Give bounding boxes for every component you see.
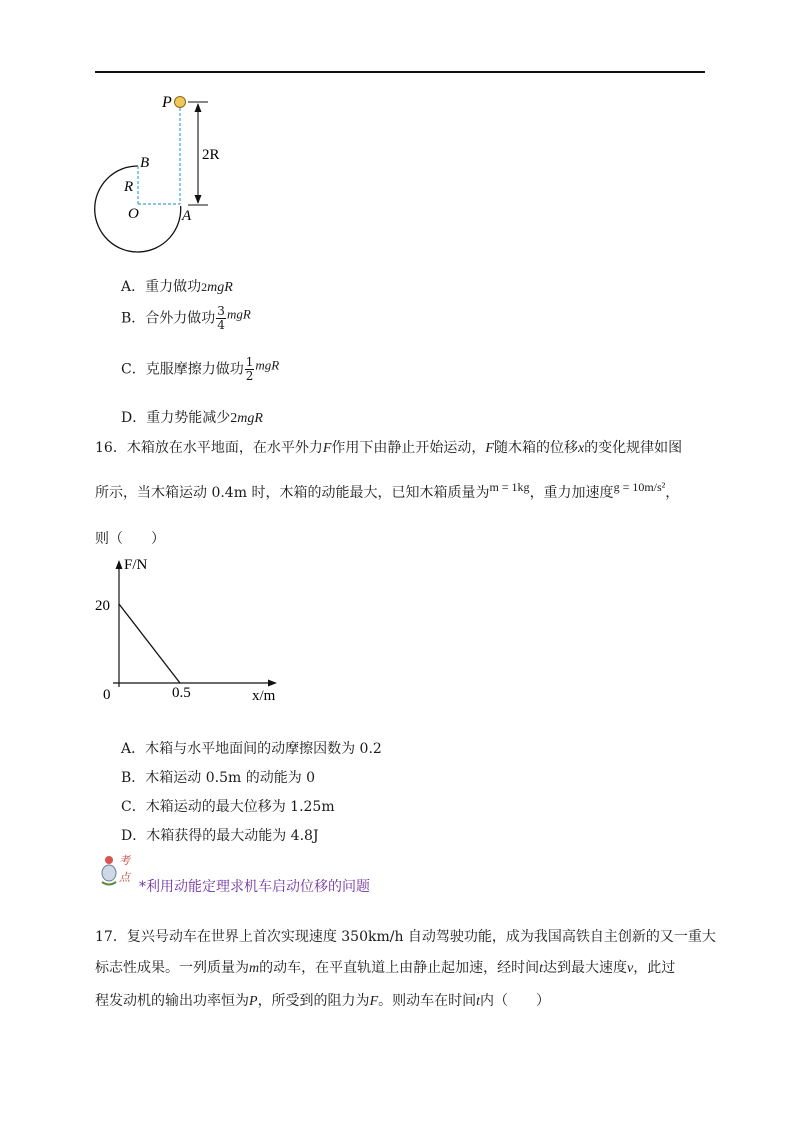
q15-option-a: A．重力做功2mgR	[121, 279, 233, 295]
q15-option-c: C．克服摩擦力做功 $\frac{1}{2}$ mgR	[121, 355, 280, 383]
y-axis-label: F/N	[124, 557, 148, 573]
label-a: A	[182, 208, 192, 224]
fraction: $\frac{3}{4}$	[217, 304, 225, 332]
label-r: R	[124, 179, 134, 195]
q15-option-d: D．重力势能减少2mgR	[121, 410, 263, 426]
q16-option-d: D．木箱获得的最大动能为 4.8J	[121, 828, 319, 844]
q17-stem-line-2: 标志性成果。一列质量为m的动车，在平直轨道上由静止起加速，经时间t达到最大速度v，此过	[95, 960, 676, 976]
q16-stem-line-2: 所示，当木箱运动 0.4m 时，木箱的动能最大，已知木箱质量为m = 1kg，重力加速度g = 10m/s²，	[95, 480, 680, 501]
badge-char-2: 点	[119, 871, 130, 884]
x-axis-label: x/m	[252, 688, 276, 704]
label-o: O	[128, 206, 139, 222]
label-p: P	[162, 94, 172, 111]
topic-link[interactable]: *利用动能定理求机车启动位移的问题	[139, 879, 370, 895]
q16-option-c: C．木箱运动的最大位移为 1.25m	[121, 799, 335, 815]
badge-char-1: 考	[119, 854, 130, 867]
arrowhead-down	[195, 195, 202, 204]
q17-stem-line-3: 程发动机的输出功率恒为P，所受到的阻力为F。则动车在时间t内（ ）	[95, 993, 551, 1009]
gravity-formula: g = 10m/s²	[613, 480, 666, 494]
header-rule	[95, 71, 705, 73]
mass-formula: m = 1kg	[489, 480, 530, 494]
x-axis-arrow	[268, 680, 277, 687]
q17-stem-line-1: 17．复兴号动车在世界上首次实现速度 350km/h 自动驾驶功能，成为我国高铁自主创新的又一重大	[95, 929, 716, 945]
fraction: $\frac{1}{2}$	[245, 355, 254, 383]
x-tick-label: 0.5	[172, 685, 191, 701]
q15-circle-figure	[90, 88, 230, 253]
y-tick-label: 20	[95, 598, 110, 614]
q16-option-b: B．木箱运动 0.5m 的动能为 0	[121, 770, 316, 786]
label-2r: 2R	[202, 147, 220, 163]
series-line	[119, 604, 180, 683]
origin-tick-label: 0	[103, 687, 111, 703]
q16-stem-line-3: 则（ ）	[95, 531, 165, 547]
q16-stem-line-1: 16．木箱放在水平地面，在水平外力F作用下由静止开始运动，F随木箱的位移x的变化规律如图	[95, 440, 683, 456]
q16-option-a: A．木箱与水平地面间的动摩擦因数为 0.2	[121, 741, 382, 757]
f-x-chart	[95, 552, 295, 707]
arrowhead-up	[195, 103, 202, 112]
label-b: B	[140, 155, 150, 171]
y-axis-arrow	[116, 560, 123, 569]
q15-option-b: B．合外力做功 $\frac{3}{4}$ mgR	[121, 304, 251, 332]
ball-p	[175, 97, 186, 108]
topic-badge-icon	[97, 850, 135, 890]
